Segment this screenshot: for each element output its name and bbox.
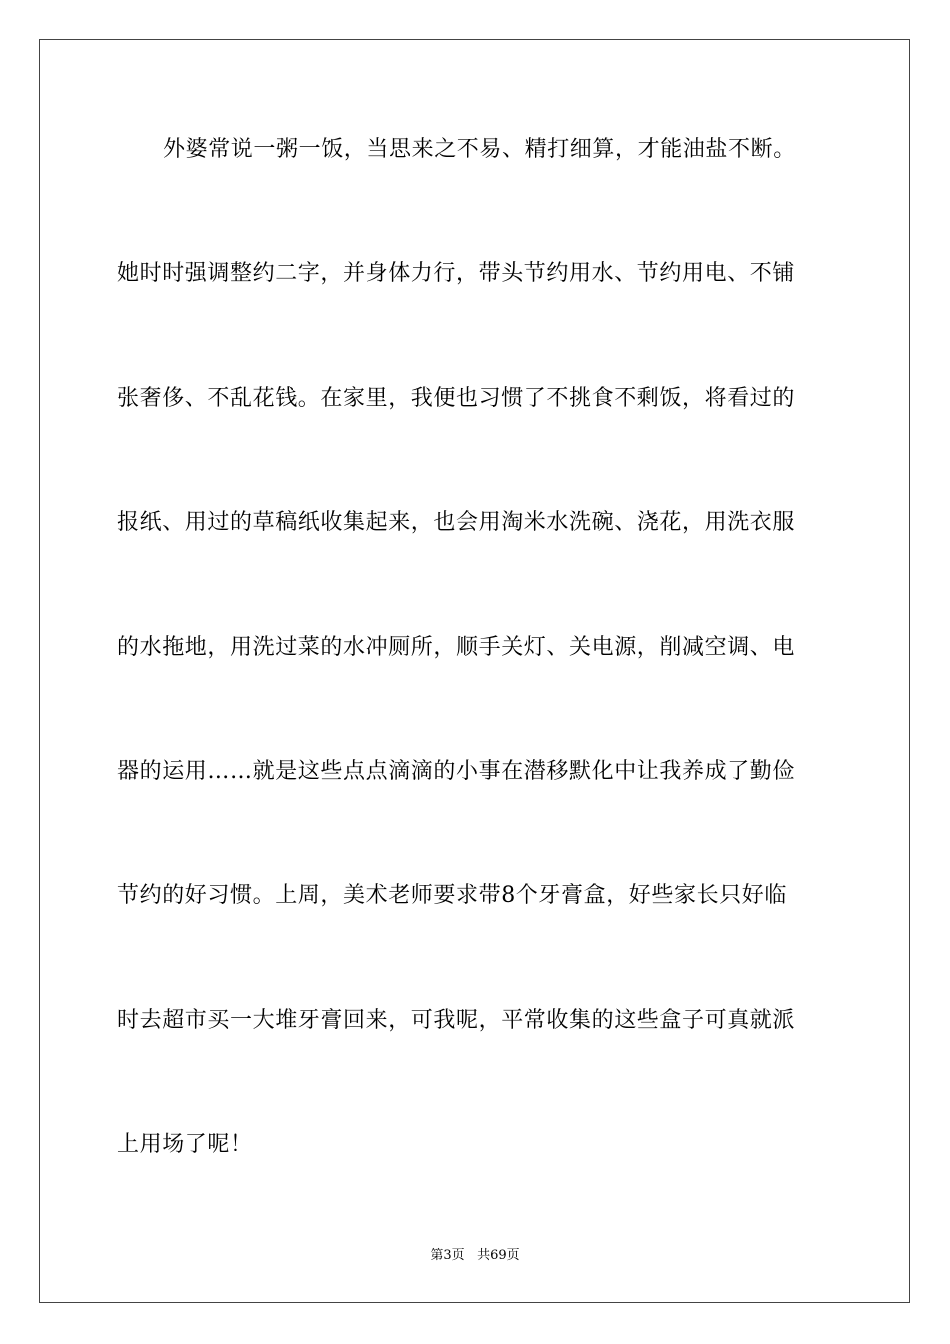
paragraph-line: 她时时强调整约二字，并身体力行，带头节约用水、节约用电、不铺 (117, 261, 796, 286)
paragraph-line: 时去超市买一大堆牙膏回来，可我呢，平常收集的这些盒子可真就派 (117, 1008, 796, 1033)
total-pages: 共69页 (477, 1248, 520, 1263)
paragraph-line: 上用场了呢！ (117, 1132, 253, 1157)
page-footer (0, 1247, 950, 1265)
paragraph-line: 的水拖地，用洗过菜的水冲厕所，顺手关灯、关电源，削减空调、电 (117, 635, 796, 660)
paragraph-line: 张奢侈、不乱花钱。在家里，我便也习惯了不挑食不剩饭，将看过的 (117, 386, 796, 411)
paragraph-line: 报纸、用过的草稿纸收集起来，也会用淘米水洗碗、浇花，用洗衣服 (117, 510, 796, 535)
page-number: 第3页 (430, 1248, 465, 1263)
paragraph-line: 节约的好习惯。上周，美术老师要求带8个牙膏盒，好些家长只好临 (117, 883, 787, 908)
paragraph-line: 外婆常说一粥一饭，当思来之不易、精打细算，才能油盐不断。 (163, 137, 796, 162)
page-border (39, 39, 910, 1303)
paragraph-line: 器的运用……就是这些点点滴滴的小事在潜移默化中让我养成了勤俭 (117, 759, 796, 784)
